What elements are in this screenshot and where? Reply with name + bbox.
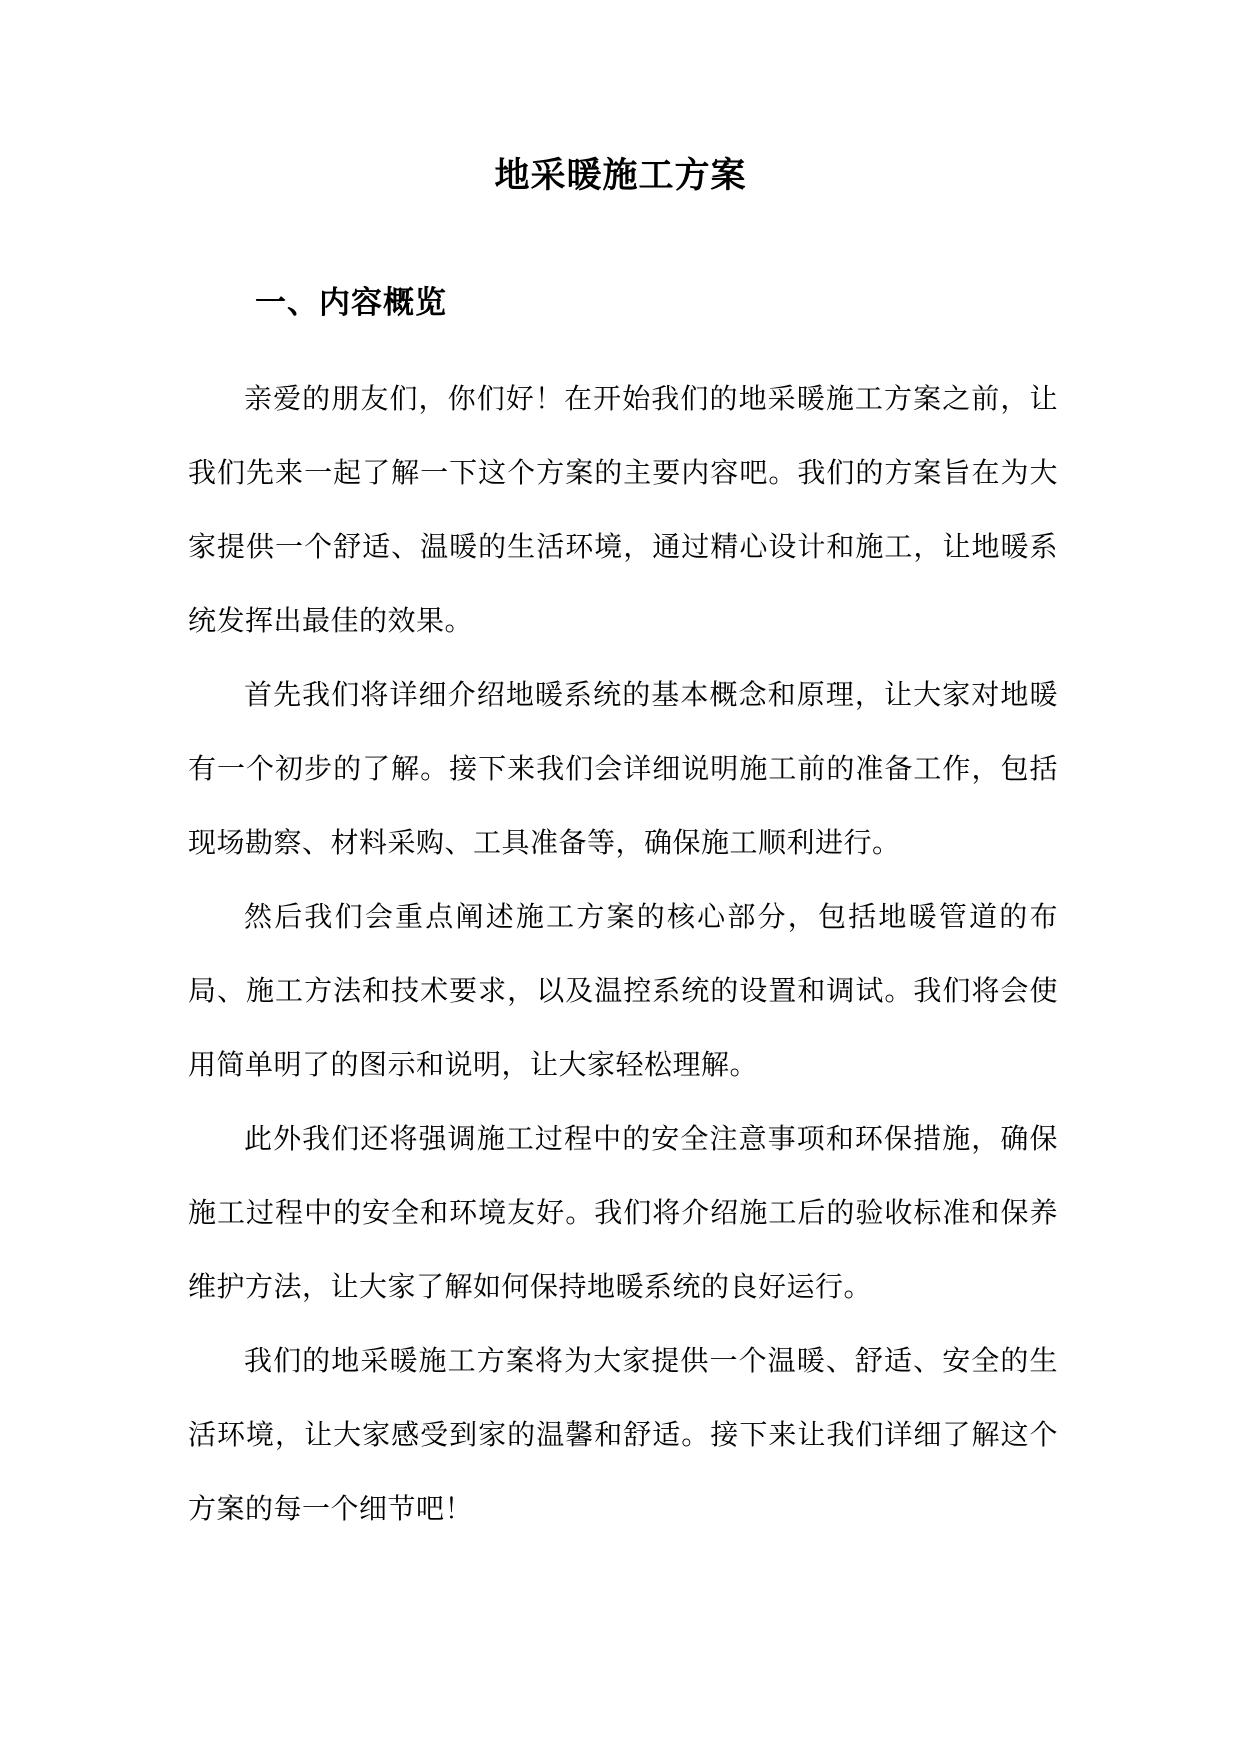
paragraph-core-plan: 然后我们会重点阐述施工方案的核心部分，包括地暖管道的布局、施工方法和技术要求，以及温控系统的设置和调试。我们将会使用简单明了的图示和说明，让大家轻松理解。 [188, 900, 1058, 1081]
paragraph-safety: 此外我们还将强调施工过程中的安全注意事项和环保措施，确保施工过程中的安全和环境友好。我们将介绍施工后的验收标准和保养维护方法，让大家了解如何保持地暖系统的良好运行。 [188, 1122, 1058, 1303]
paragraph-conclusion: 我们的地采暖施工方案将为大家提供一个温暖、舒适、安全的生活环境，让大家感受到家的温馨和舒适。接下来让我们详细了解这个方案的每一个细节吧！ [188, 1344, 1058, 1525]
section-heading: 一、内容概览 [255, 285, 447, 321]
document-title: 地采暖施工方案 [494, 155, 747, 196]
paragraph-intro: 亲爱的朋友们，你们好！在开始我们的地采暖施工方案之前，让我们先来一起了解一下这个方案的主要内容吧。我们的方案旨在为大家提供一个舒适、温暖的生活环境，通过精心设计和施工，让地暖系统发挥出最佳的效果。 [188, 382, 1058, 637]
paragraph-preparation: 首先我们将详细介绍地暖系统的基本概念和原理，让大家对地暖有一个初步的了解。接下来我们会详细说明施工前的准备工作，包括现场勘察、材料采购、工具准备等，确保施工顺利进行。 [188, 678, 1058, 859]
document-body [188, 362, 1058, 1546]
